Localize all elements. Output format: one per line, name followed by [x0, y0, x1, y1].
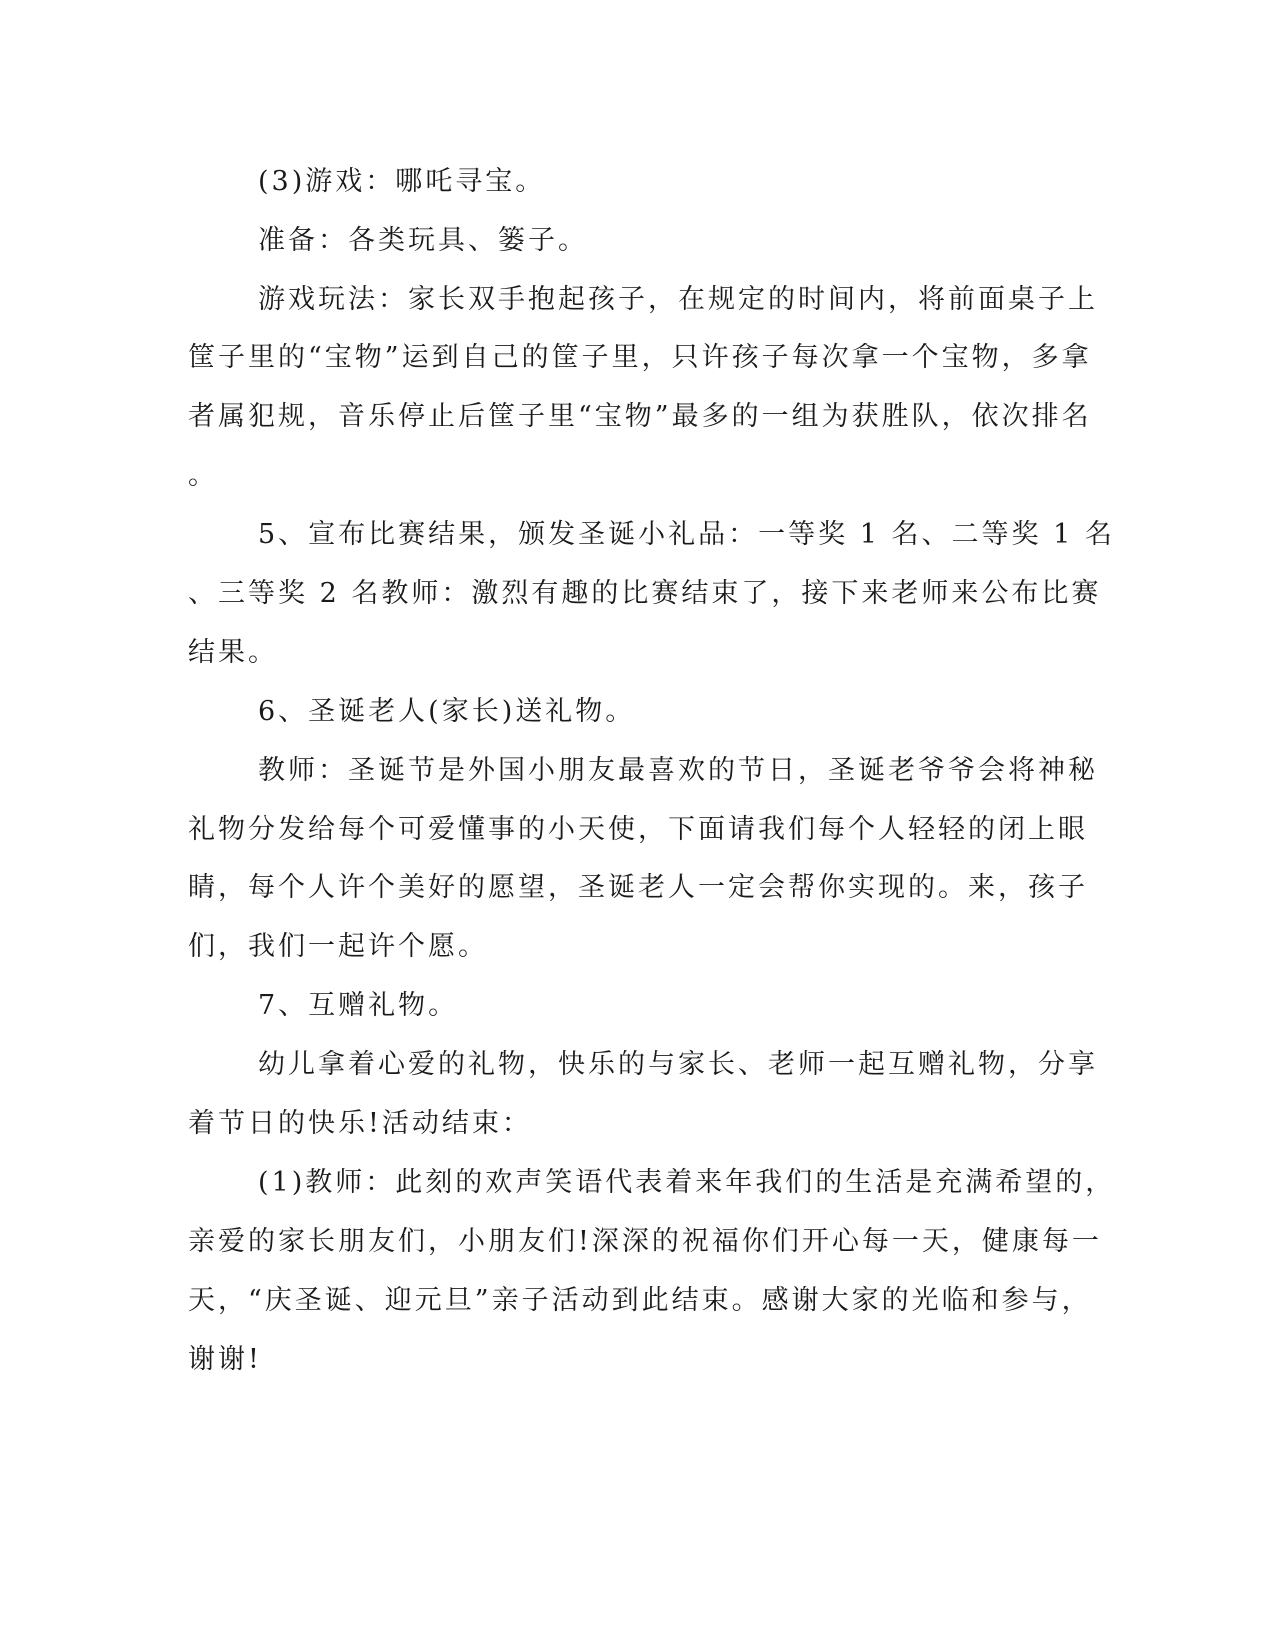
text-line: 。 — [188, 460, 218, 491]
text-line: 、三等奖 2 名教师：激烈有趣的比赛结束了，接下来老师来公布比赛 — [188, 578, 1102, 609]
text-line: 准备：各类玩具、篓子。 — [258, 225, 588, 256]
text-line: 天，“庆圣诞、迎元旦”亲子活动到此结束。感谢大家的光临和参与， — [188, 1285, 1092, 1316]
text-line: 谢谢! — [188, 1344, 262, 1375]
text-line: (1)教师：此刻的欢声笑语代表着来年我们的生活是充满希望的， — [258, 1167, 1116, 1198]
text-line: 5、宣布比赛结果，颁发圣诞小礼品：一等奖 1 名、二等奖 1 名 — [258, 519, 1115, 550]
text-line: 教师：圣诞节是外国小朋友最喜欢的节日，圣诞老爷爷会将神秘 — [258, 755, 1098, 786]
text-line: 们，我们一起许个愿。 — [188, 931, 488, 962]
text-line: (3)游戏：哪吒寻宝。 — [258, 166, 546, 197]
text-line: 睛，每个人许个美好的愿望，圣诞老人一定会帮你实现的。来，孩子 — [188, 872, 1088, 903]
text-line: 亲爱的家长朋友们，小朋友们!深深的祝福你们开心每一天，健康每一 — [188, 1226, 1102, 1257]
text-line: 着节日的快乐!活动结束： — [188, 1108, 532, 1139]
text-line: 7、互赠礼物。 — [258, 990, 459, 1021]
text-line: 礼物分发给每个可爱懂事的小天使，下面请我们每个人轻轻的闭上眼 — [188, 814, 1088, 845]
text-line: 幼儿拿着心爱的礼物，快乐的与家长、老师一起互赠礼物，分享 — [258, 1049, 1098, 1080]
text-line: 6、圣诞老人(家长)送礼物。 — [258, 696, 636, 727]
text-line: 者属犯规，音乐停止后筐子里“宝物”最多的一组为获胜队，依次排名 — [188, 401, 1092, 432]
text-line: 筐子里的“宝物”运到自己的筐子里，只许孩子每次拿一个宝物，多拿 — [188, 342, 1092, 373]
text-line: 结果。 — [188, 637, 278, 668]
text-line: 游戏玩法：家长双手抱起孩子，在规定的时间内，将前面桌子上 — [258, 284, 1098, 315]
